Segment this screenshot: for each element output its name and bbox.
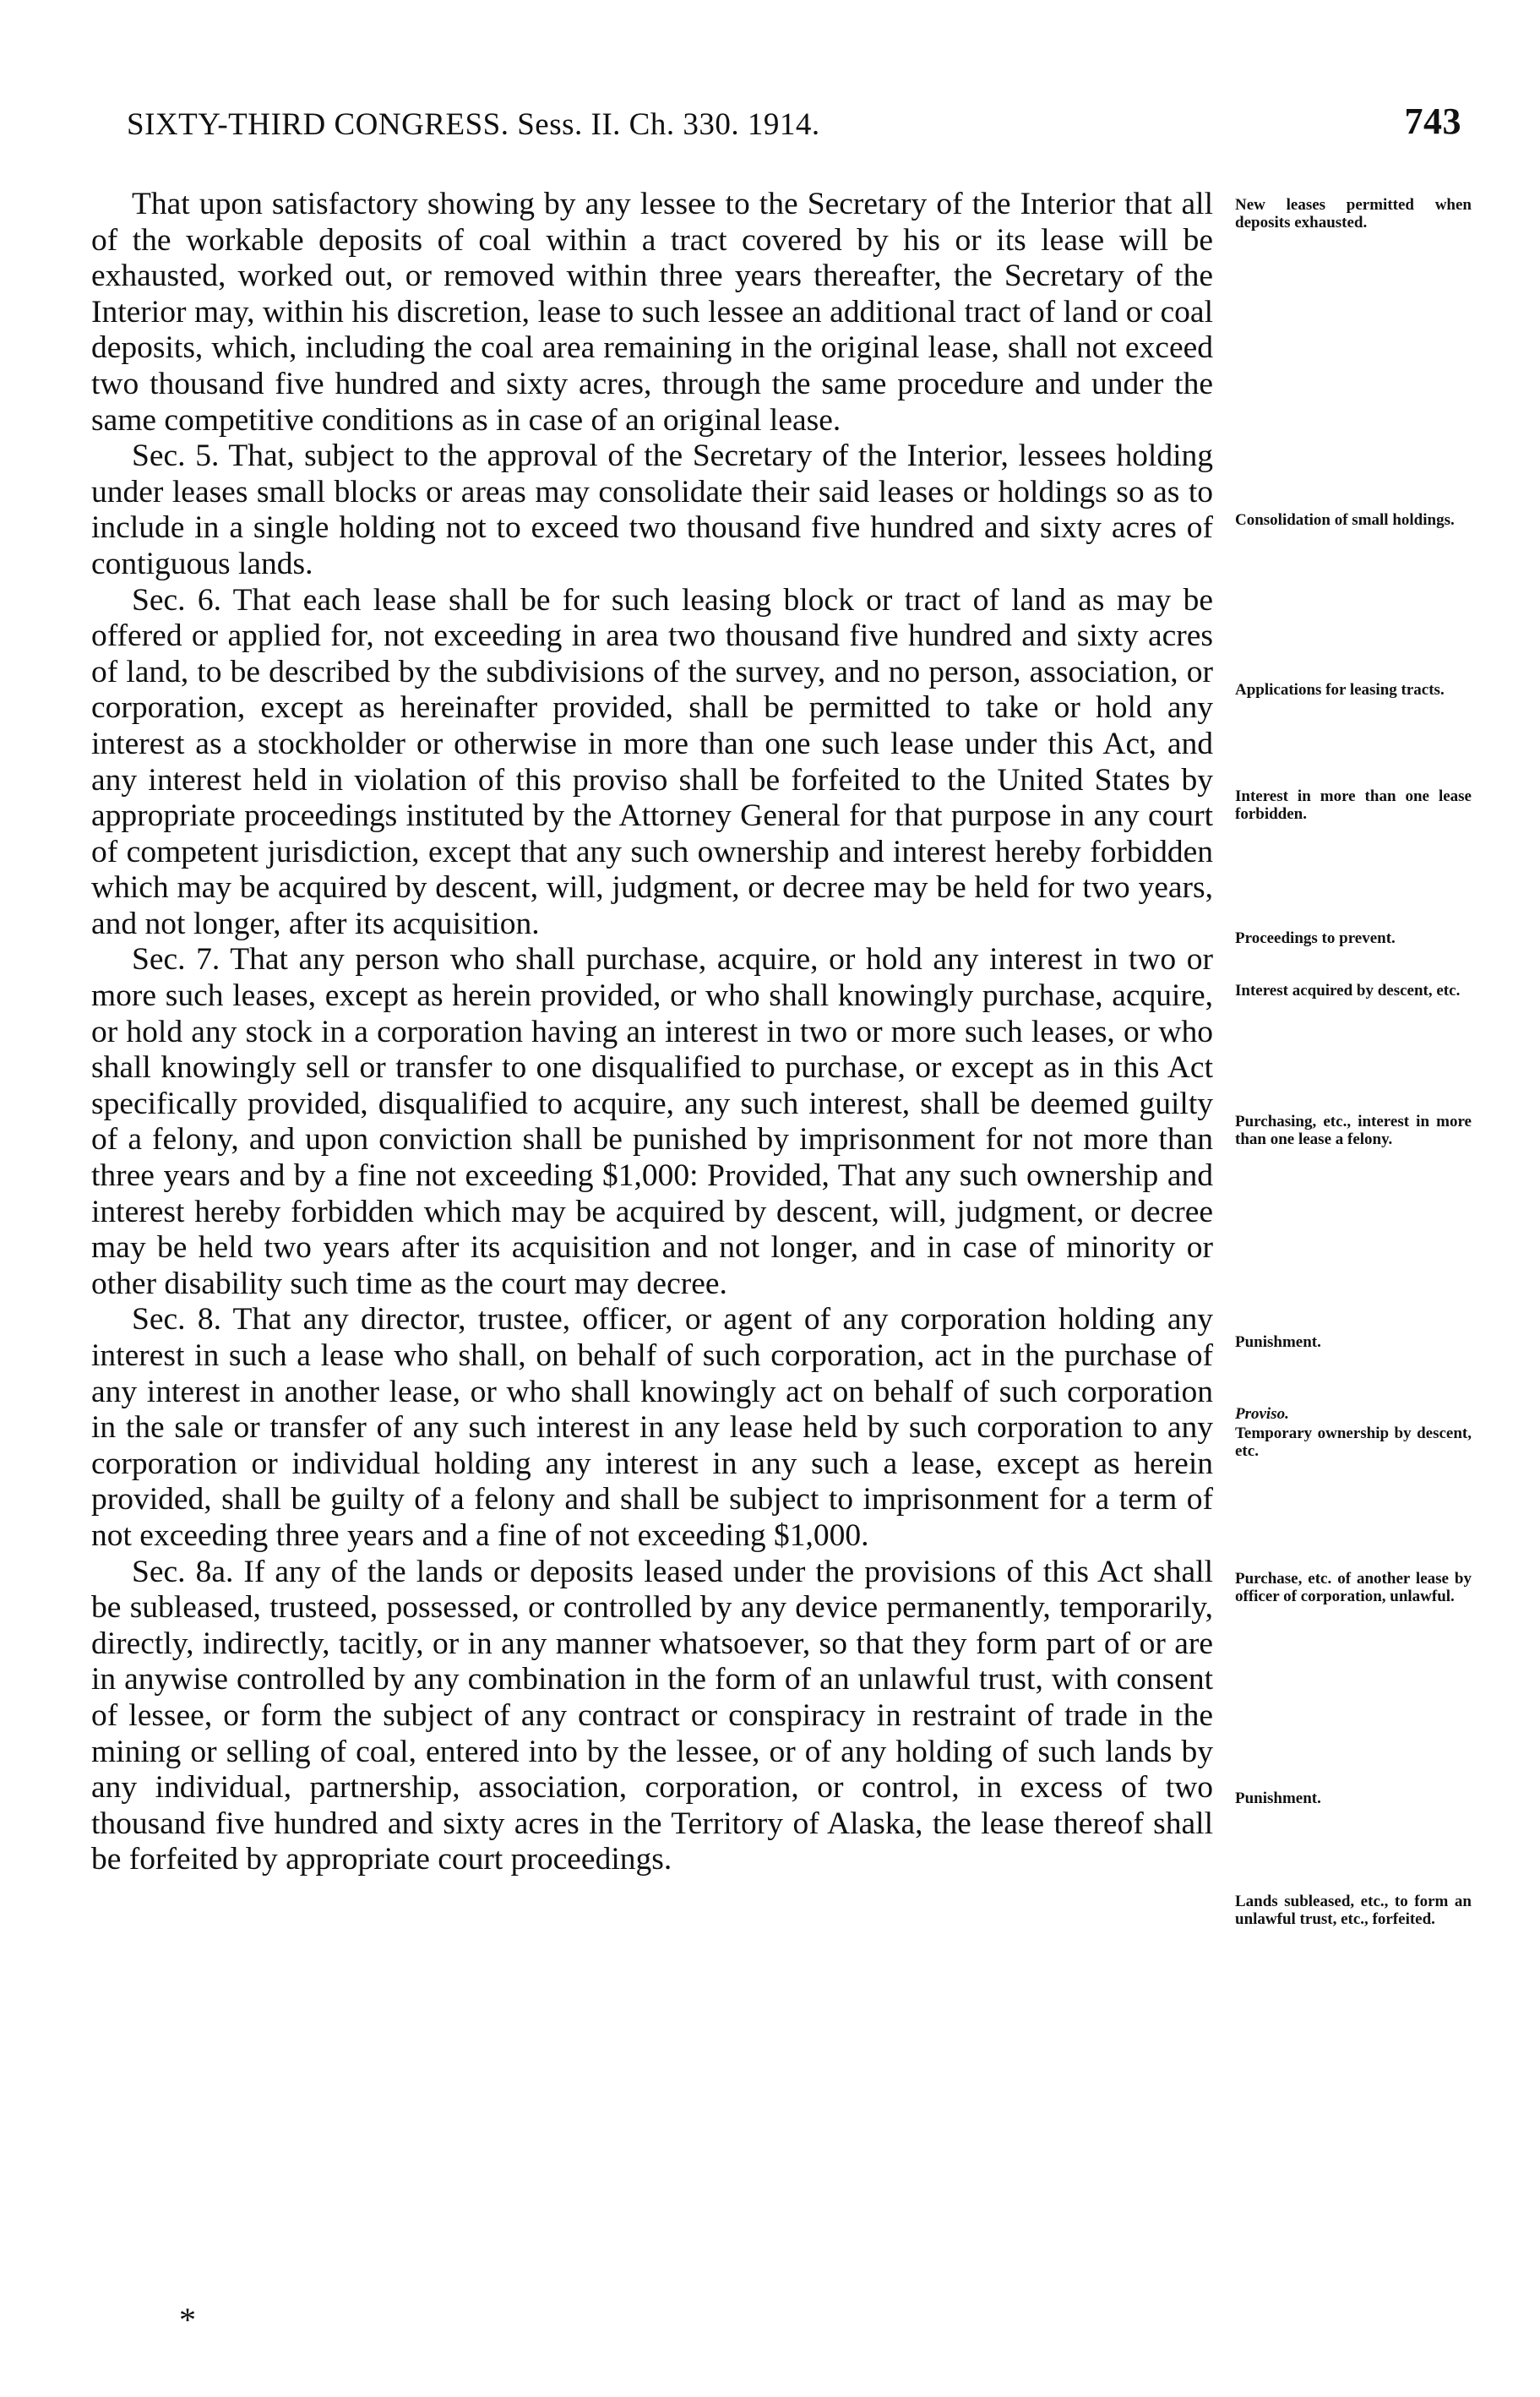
margin-note-purchasing-felony: Purchasing, etc., interest in more than one lease a felony. [1235,1113,1472,1148]
margin-note-proviso: Proviso. [1235,1405,1289,1423]
margin-note-interest-forbidden: Interest in more than one lease forbidden. [1235,787,1472,823]
margin-note-officer-unlawful: Purchase, etc. of another lease by officer of corporation, unlawful. [1235,1570,1472,1605]
statute-text [91,187,1213,1878]
paragraph-sec-6: Sec. 6. That each lease shall be for such leasing block or tract of land as may be offered or applied for, not exceeding in area two thousand five hundred and sixty acres of land, to be described by the subdivisions of the survey, and no person, association, or corporation, except as hereinafter provided, shall be permitted to take or hold any interest as a stockholder or otherwise in more than one such lease under this Act, and any interest held in violation of this proviso shall be forfeited to the United States by appropriate proceedings instituted by the Attorney General for that purpose in any court of competent jurisdiction, except that any such ownership and interest hereby forbidden which may be acquired by descent, will, judgment, or decree may be held for two years, and not longer, after its acquisition. [91,582,1213,941]
running-title: SIXTY-THIRD CONGRESS. Sess. II. Ch. 330. 1914. [127,107,820,142]
margin-note-consolidation: Consolidation of small holdings. [1235,511,1455,529]
margin-note-interest-descent: Interest acquired by descent, etc. [1235,982,1461,1000]
margin-note-temporary-ownership: Temporary ownership by descent, etc. [1235,1425,1472,1460]
margin-note-proceedings: Proceedings to prevent. [1235,929,1396,947]
paragraph-sec-8a: Sec. 8a. If any of the lands or deposits leased under the provisions of this Act shall be subleased, trusteed, possessed, or controlled by any device permanently, temporarily, directly, indirectly, tacitly, or in any manner whatsoever, so that they form part of or are in anywise controlled by any combination in the form of an unlawful trust, with consent of lessee, or form the subject of any contract or conspiracy in restraint of trade in the mining or selling of coal, entered into by the lessee, or of any holding of such lands by any individual, partnership, association, corporation, or control, in excess of two thousand five hundred and sixty acres in the Territory of Alaska, the lease thereof shall be forfeited by appropriate court proceedings. [91,1554,1213,1877]
page-number: 743 [1404,101,1461,142]
footer-asterisk: * [179,2301,196,2339]
paragraph-sec-7: Sec. 7. That any person who shall purchase, acquire, or hold any interest in two or more such leases, except as herein provided, or who shall knowingly purchase, acquire, or hold any stock in a corporation having an interest in two or more such leases, or who shall knowingly sell or transfer to one disqualified to purchase, or except as in this Act specifically provided, disqualified to acquire, any such interest, shall be deemed guilty of a felony, and upon conviction shall be punished by imprisonment for not more than three years and by a fine not exceeding $1,000: Provided, That any such ownership and interest hereby forbidden which may be acquired by descent, will, judgment, or decree may be held two years after its acquisition and not longer, and in case of minority or other disability such time as the court may decree. [91,942,1213,1301]
margin-note-punishment: Punishment. [1235,1333,1321,1351]
margin-note-new-leases: New leases permitted when deposits exhausted. [1235,196,1472,232]
paragraph-sec-5: Sec. 5. That, subject to the approval of the Secretary of the Interior, lessees holding under leases small blocks or areas may consolidate their said leases or holdings so as to include in a single holding not to exceed two thousand five hundred and sixty acres of contiguous lands. [91,439,1213,581]
page-header [127,100,1461,150]
margin-note-applications: Applications for leasing tracts. [1235,681,1445,699]
margin-note-lands-subleased: Lands subleased, etc., to form an unlawful trust, etc., forfeited. [1235,1893,1472,1928]
paragraph-additional-tract: That upon satisfactory showing by any lessee to the Secretary of the Interior that all of the workable deposits of coal within a tract covered by his or its lease will be exhausted, worked out, or removed within three years thereafter, the Secretary of the Interior may, within his discretion, lease to such lessee an additional tract of land or coal deposits, which, including the coal area remaining in the original lease, shall not exceed two thousand five hundred and sixty acres, through the same procedure and under the same competitive conditions as in case of an original lease. [91,187,1213,438]
margin-note-punishment-2: Punishment. [1235,1790,1321,1807]
paragraph-sec-8: Sec. 8. That any director, trustee, officer, or agent of any corporation holding any interest in such a lease who shall, on behalf of such corporation, act in the purchase of any interest in another lease, or who shall knowingly act on behalf of such corporation in the sale or transfer of any such interest in any lease held by such corporation to any corporation or individual holding any interest in any such a lease, except as herein provided, shall be guilty of a felony and shall be subject to imprisonment for a term of not exceeding three years and a fine of not exceeding $1,000. [91,1302,1213,1553]
